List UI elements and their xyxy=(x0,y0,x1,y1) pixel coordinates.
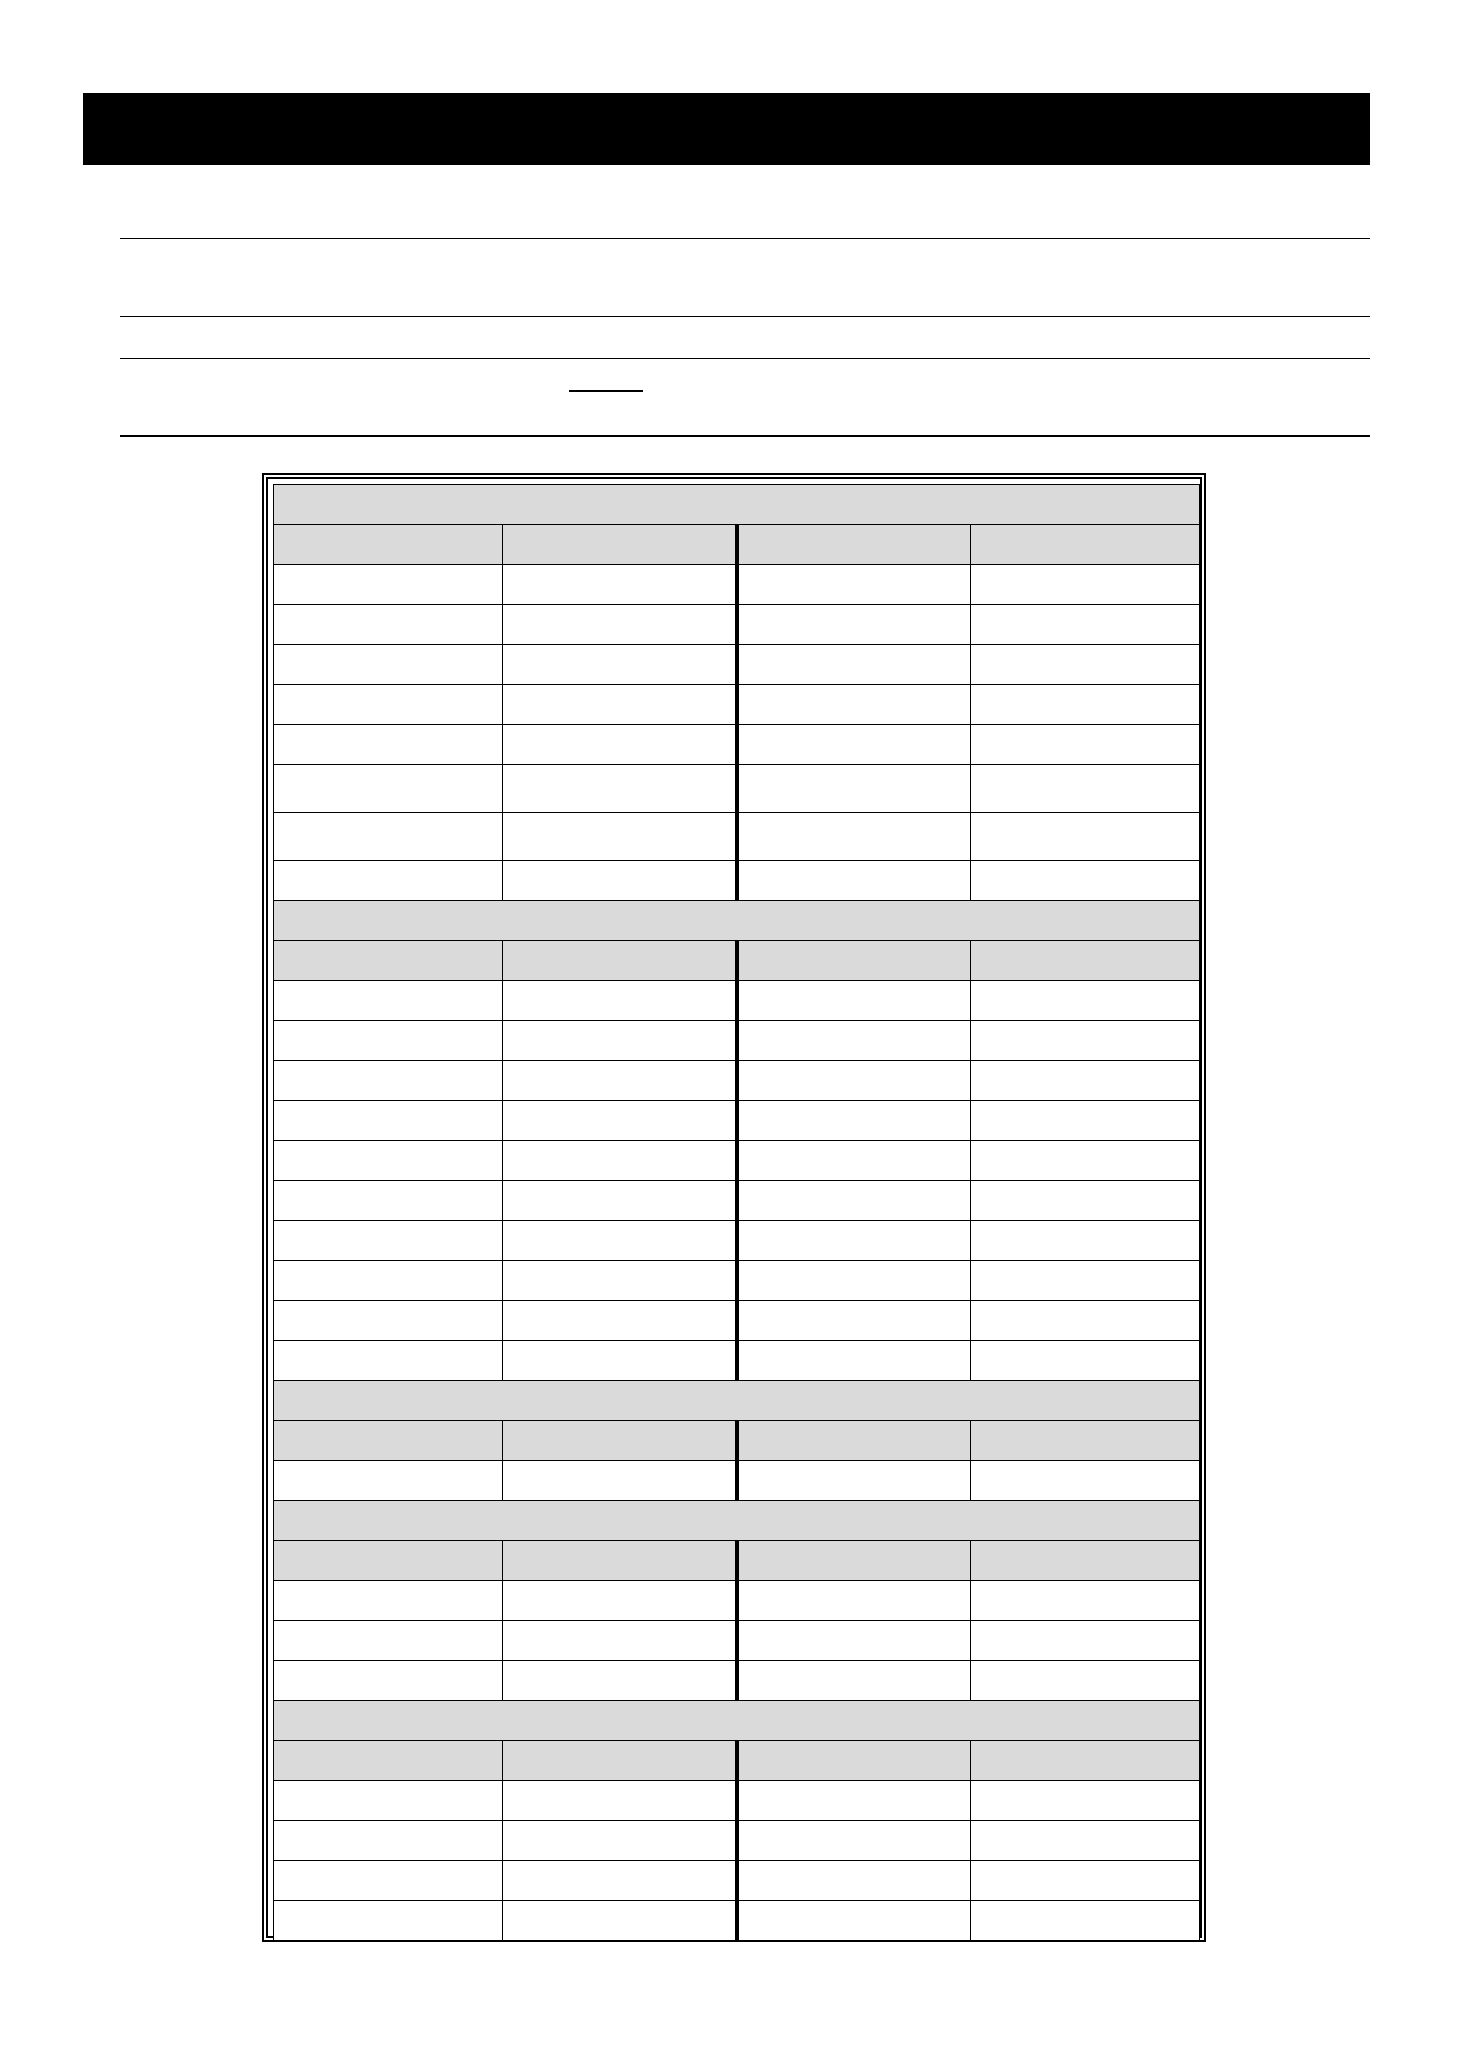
table-cell xyxy=(737,645,971,685)
table-cell xyxy=(274,1141,503,1181)
table-cell xyxy=(274,685,503,725)
section-title-row xyxy=(274,1701,1200,1741)
table-cell xyxy=(737,1901,971,1941)
column-header xyxy=(737,941,971,981)
table-cell xyxy=(503,1101,737,1141)
table-row xyxy=(274,1261,1200,1301)
table-cell xyxy=(274,1261,503,1301)
column-header xyxy=(971,1541,1200,1581)
table-cell xyxy=(274,565,503,605)
table-cell xyxy=(971,725,1200,765)
table-row xyxy=(274,1341,1200,1381)
table-cell xyxy=(737,981,971,1021)
table-cell xyxy=(737,1261,971,1301)
table-row xyxy=(274,725,1200,765)
table-row xyxy=(274,981,1200,1021)
table-cell xyxy=(971,1101,1200,1141)
column-header-row xyxy=(274,1421,1200,1461)
table-cell xyxy=(971,1261,1200,1301)
table-cell xyxy=(503,685,737,725)
column-header xyxy=(503,1541,737,1581)
table-cell xyxy=(971,981,1200,1021)
table-cell xyxy=(737,605,971,645)
table-cell xyxy=(971,1861,1200,1901)
table-cell xyxy=(971,1221,1200,1261)
underline-mark xyxy=(569,390,643,392)
table-cell xyxy=(503,1781,737,1821)
table-cell xyxy=(737,813,971,861)
table-cell xyxy=(971,1901,1200,1941)
table-cell xyxy=(737,1341,971,1381)
column-header xyxy=(971,941,1200,981)
table-cell xyxy=(737,1821,971,1861)
table-cell xyxy=(274,1301,503,1341)
table-cell xyxy=(737,1101,971,1141)
table-cell xyxy=(971,1181,1200,1221)
table-row xyxy=(274,1101,1200,1141)
column-header-row xyxy=(274,525,1200,565)
section-title xyxy=(274,485,1200,525)
table-cell xyxy=(971,685,1200,725)
table-cell xyxy=(274,1181,503,1221)
table-cell xyxy=(971,645,1200,685)
table-cell xyxy=(503,1621,737,1661)
table-cell xyxy=(503,1301,737,1341)
table-cell xyxy=(503,1581,737,1621)
table-cell xyxy=(737,1621,971,1661)
table-cell xyxy=(503,1061,737,1101)
table-row xyxy=(274,1901,1200,1941)
table-cell xyxy=(503,1661,737,1701)
section-title-row xyxy=(274,1381,1200,1421)
column-header xyxy=(503,525,737,565)
table-cell xyxy=(274,861,503,901)
table-cell xyxy=(274,1021,503,1061)
table-row xyxy=(274,1821,1200,1861)
table-row xyxy=(274,765,1200,813)
spec-table-frame xyxy=(262,473,1206,1942)
table-cell xyxy=(274,1781,503,1821)
column-header-row xyxy=(274,941,1200,981)
table-cell xyxy=(971,605,1200,645)
column-header xyxy=(971,1421,1200,1461)
section-title xyxy=(274,901,1200,941)
divider-line xyxy=(120,316,1370,317)
table-cell xyxy=(737,1661,971,1701)
table-cell xyxy=(737,1301,971,1341)
table-row xyxy=(274,1301,1200,1341)
table-cell xyxy=(274,765,503,813)
table-row xyxy=(274,1461,1200,1501)
table-cell xyxy=(274,1341,503,1381)
table-cell xyxy=(503,1341,737,1381)
table-cell xyxy=(737,1181,971,1221)
table-cell xyxy=(971,1581,1200,1621)
table-cell xyxy=(274,1461,503,1501)
table-cell xyxy=(274,813,503,861)
section-title xyxy=(274,1701,1200,1741)
column-header xyxy=(737,1741,971,1781)
table-cell xyxy=(503,1181,737,1221)
column-header xyxy=(737,1421,971,1461)
section-title xyxy=(274,1381,1200,1421)
table-cell xyxy=(971,565,1200,605)
table-cell xyxy=(503,1261,737,1301)
table-cell xyxy=(274,1661,503,1701)
table-row xyxy=(274,1581,1200,1621)
table-cell xyxy=(971,1301,1200,1341)
table-cell xyxy=(971,813,1200,861)
table-cell xyxy=(737,685,971,725)
table-cell xyxy=(737,565,971,605)
table-cell xyxy=(737,1221,971,1261)
table-cell xyxy=(274,1221,503,1261)
column-header xyxy=(971,1741,1200,1781)
table-row xyxy=(274,813,1200,861)
section-title-row xyxy=(274,1501,1200,1541)
column-header xyxy=(503,941,737,981)
table-cell xyxy=(274,1821,503,1861)
table-cell xyxy=(274,605,503,645)
spec-table xyxy=(273,484,1200,1941)
header-bar xyxy=(83,93,1370,165)
table-cell xyxy=(971,1661,1200,1701)
column-header xyxy=(971,525,1200,565)
table-cell xyxy=(971,1781,1200,1821)
table-cell xyxy=(503,565,737,605)
table-cell xyxy=(274,1581,503,1621)
table-cell xyxy=(737,725,971,765)
table-cell xyxy=(971,1821,1200,1861)
table-cell xyxy=(971,1141,1200,1181)
table-cell xyxy=(503,861,737,901)
column-header xyxy=(274,1421,503,1461)
table-row xyxy=(274,1141,1200,1181)
table-cell xyxy=(503,1461,737,1501)
table-cell xyxy=(274,725,503,765)
table-row xyxy=(274,1861,1200,1901)
column-header xyxy=(274,1541,503,1581)
divider-line xyxy=(120,358,1370,359)
table-cell xyxy=(971,1461,1200,1501)
table-cell xyxy=(503,765,737,813)
table-row xyxy=(274,1221,1200,1261)
table-cell xyxy=(274,1901,503,1941)
table-row xyxy=(274,1181,1200,1221)
table-row xyxy=(274,1061,1200,1101)
table-cell xyxy=(274,1061,503,1101)
table-row xyxy=(274,565,1200,605)
divider-line xyxy=(120,435,1370,437)
table-cell xyxy=(971,1621,1200,1661)
table-cell xyxy=(737,765,971,813)
column-header-row xyxy=(274,1541,1200,1581)
column-header xyxy=(274,525,503,565)
table-cell xyxy=(503,1021,737,1061)
table-row xyxy=(274,645,1200,685)
table-cell xyxy=(274,1101,503,1141)
table-row xyxy=(274,861,1200,901)
table-cell xyxy=(503,605,737,645)
table-cell xyxy=(971,1061,1200,1101)
table-cell xyxy=(503,813,737,861)
table-cell xyxy=(503,1821,737,1861)
table-row xyxy=(274,685,1200,725)
table-cell xyxy=(737,1581,971,1621)
table-cell xyxy=(737,1861,971,1901)
column-header-row xyxy=(274,1741,1200,1781)
table-row xyxy=(274,1661,1200,1701)
table-cell xyxy=(274,1861,503,1901)
table-cell xyxy=(971,861,1200,901)
column-header xyxy=(274,1741,503,1781)
table-cell xyxy=(737,1021,971,1061)
table-cell xyxy=(737,1781,971,1821)
table-cell xyxy=(503,645,737,685)
table-cell xyxy=(971,1021,1200,1061)
table-cell xyxy=(274,981,503,1021)
table-cell xyxy=(503,725,737,765)
table-row xyxy=(274,1621,1200,1661)
table-cell xyxy=(737,1061,971,1101)
table-cell xyxy=(503,1221,737,1261)
table-cell xyxy=(737,861,971,901)
table-cell xyxy=(737,1141,971,1181)
table-cell xyxy=(971,765,1200,813)
section-title xyxy=(274,1501,1200,1541)
divider-line xyxy=(120,238,1370,239)
table-cell xyxy=(274,1621,503,1661)
section-title-row xyxy=(274,485,1200,525)
column-header xyxy=(503,1741,737,1781)
table-cell xyxy=(737,1461,971,1501)
column-header xyxy=(737,1541,971,1581)
table-cell xyxy=(274,645,503,685)
table-cell xyxy=(503,1861,737,1901)
table-cell xyxy=(503,1901,737,1941)
table-cell xyxy=(503,981,737,1021)
table-row xyxy=(274,1781,1200,1821)
column-header xyxy=(274,941,503,981)
column-header xyxy=(503,1421,737,1461)
table-cell xyxy=(503,1141,737,1181)
table-cell xyxy=(971,1341,1200,1381)
section-title-row xyxy=(274,901,1200,941)
table-row xyxy=(274,1021,1200,1061)
table-row xyxy=(274,605,1200,645)
column-header xyxy=(737,525,971,565)
